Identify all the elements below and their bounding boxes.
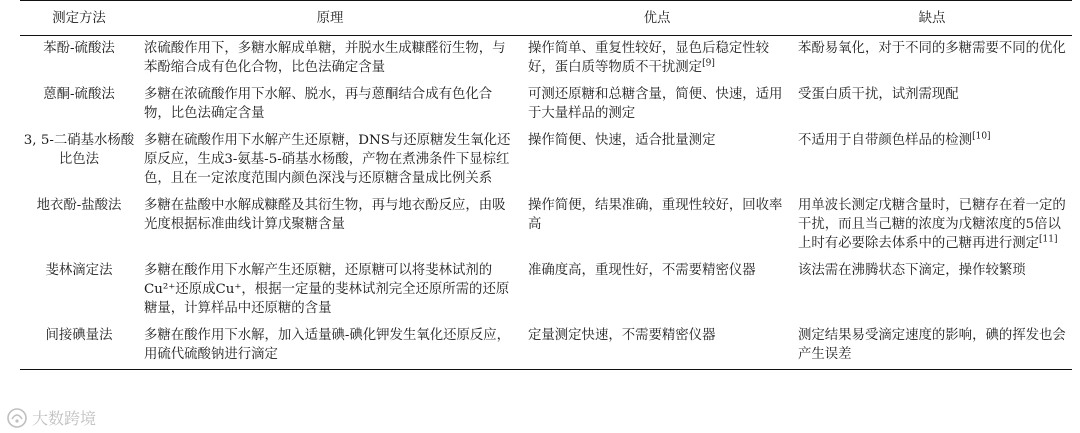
table-row [20, 128, 1072, 193]
citation-ref: [9] [702, 58, 715, 69]
table-row [20, 193, 1072, 258]
cons-cell [792, 36, 1072, 83]
cons-text: 该法需在沸腾状态下滴定，操作较繁琐 [798, 263, 1026, 278]
pros-cell [522, 323, 792, 370]
pros-cell [522, 193, 792, 258]
pros-text: 可测还原糖和总糖含量，简便、快速，适用于大量样品的测定 [528, 87, 783, 121]
cons-text: 受蛋白质干扰，试剂需现配 [798, 87, 959, 102]
citation-ref: [11] [1039, 234, 1058, 245]
watermark [6, 406, 96, 429]
cons-cell [792, 128, 1072, 193]
method-cell: 间接碘量法 [20, 323, 138, 370]
pros-cell [522, 128, 792, 193]
header-principle: 原理 [138, 1, 522, 36]
principle-cell: 多糖在浓硫酸作用下水解、脱水，再与蒽酮结合成有色化合物，比色法确定含量 [144, 87, 493, 121]
table-row [20, 323, 1072, 370]
pros-cell [522, 258, 792, 323]
methods-comparison-table [20, 0, 1072, 370]
header-pros: 优点 [522, 1, 792, 36]
method-cell: 3, 5-二硝基水杨酸比色法 [23, 133, 135, 167]
cons-text: 用单波长测定戊糖含量时，已糖存在着一定的干扰，而且当己糖的浓度为戊糖浓度的5倍以上时有必要除去体系中的己糖再进行测定 [798, 198, 1066, 251]
cons-text: 苯酚易氧化，对于不同的多糖需要不同的优化 [798, 41, 1066, 56]
watermark-text: 大数跨境 [32, 409, 97, 428]
cons-cell [792, 258, 1072, 323]
cons-cell [792, 82, 1072, 128]
principle-cell: 浓硫酸作用下，多糖水解成单糖，并脱水生成糠醛衍生物，与苯酚缩合成有色化合物，比色法确定含量 [144, 41, 506, 75]
principle-cell: 多糖在盐酸中水解成糠醛及其衍生物，再与地衣酚反应，由吸光度根据标准曲线计算戊聚糖含量 [144, 198, 506, 232]
method-cell: 苯酚-硫酸法 [43, 41, 115, 56]
table-row [20, 258, 1072, 323]
pros-text: 操作简单、重复性较好，显色后稳定性较好，蛋白质等物质不干扰测定 [528, 41, 770, 75]
pros-text: 操作简便、快速，适合批量测定 [528, 133, 716, 148]
cons-cell [792, 323, 1072, 370]
cons-cell [792, 193, 1072, 258]
cons-text: 测定结果易受滴定速度的影响，碘的挥发也会产生误差 [798, 328, 1066, 362]
header-cons: 缺点 [792, 1, 1072, 36]
principle-cell: 多糖在硫酸作用下水解产生还原糖，DNS与还原糖发生氧化还原反应，生成3-氨基-5-硝基水杨酸，产物在煮沸条件下显棕红色，且在一定浓度范围内颜色深浅与还原糖含量成比例关系 [144, 133, 511, 186]
cons-text: 不适用于自带颜色样品的检测 [798, 133, 973, 148]
method-cell: 斐林滴定法 [45, 263, 113, 278]
method-cell: 蒽酮-硫酸法 [43, 87, 115, 102]
pros-text: 准确度高，重现性好，不需要精密仪器 [528, 263, 756, 278]
principle-cell: 多糖在酸作用下水解，加入适量碘-碘化钾发生氧化还原反应，用硫代硫酸钠进行滴定 [138, 323, 522, 370]
pros-cell [522, 82, 792, 128]
table-header [20, 1, 1072, 36]
principle-cell: 多糖在酸作用下水解产生还原糖，还原糖可以将斐林试剂的Cu²⁺还原成Cu⁺，根据一定量的斐林试剂完全还原所需的还原糖量，计算样品中还原糖的含量 [144, 263, 510, 316]
brand-logo-icon [6, 407, 28, 429]
method-cell: 地衣酚-盐酸法 [36, 198, 122, 213]
table-row [20, 82, 1072, 128]
pros-cell [522, 36, 792, 83]
table-body [20, 36, 1072, 370]
pros-text: 定量测定快速，不需要精密仪器 [528, 328, 716, 343]
header-row [20, 1, 1072, 36]
pros-text: 操作简便，结果准确，重现性较好，回收率高 [528, 198, 783, 232]
header-method: 测定方法 [20, 1, 138, 36]
table-row [20, 36, 1072, 83]
citation-ref: [10] [972, 131, 991, 142]
